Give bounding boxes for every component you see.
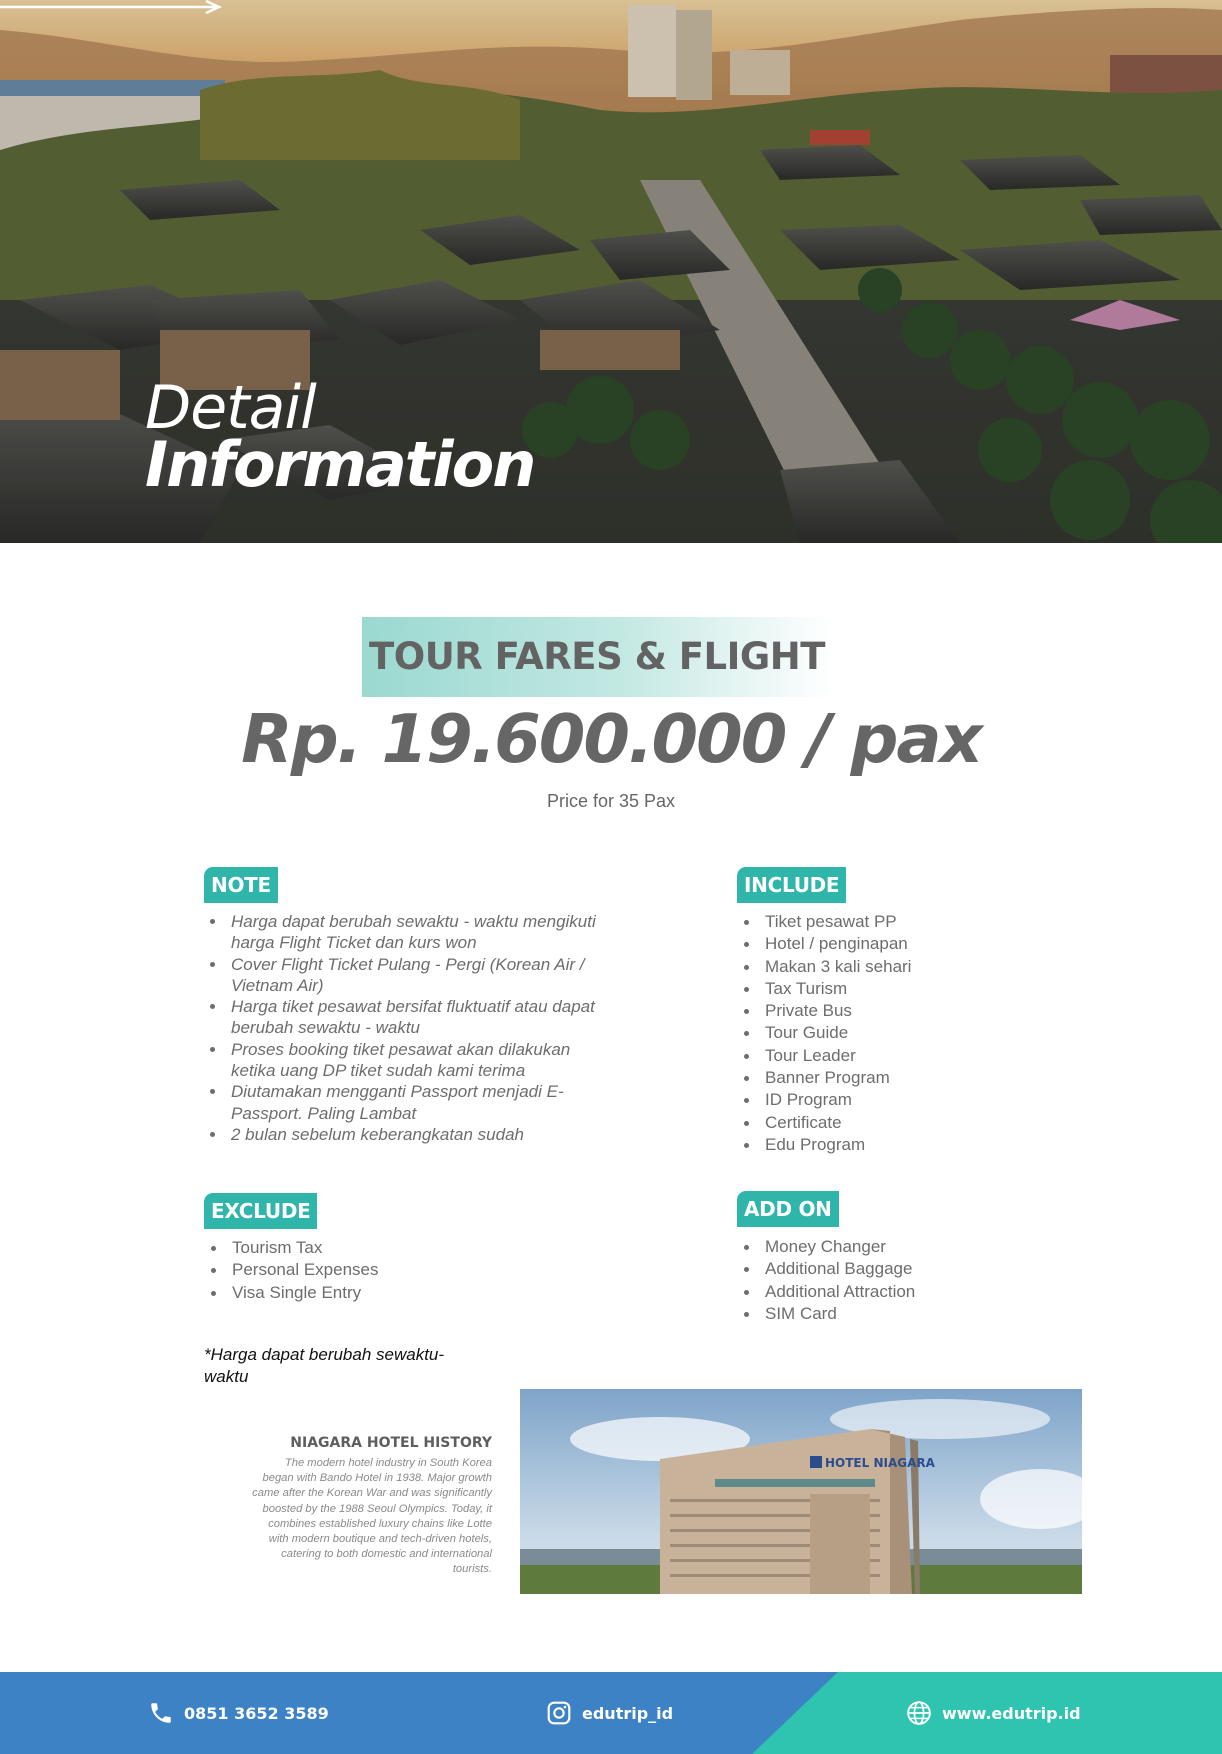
price: Rp. 19.600.000 / pax bbox=[241, 700, 981, 778]
note-list bbox=[204, 911, 604, 1145]
hero-title bbox=[145, 373, 535, 501]
hotel-history-text: The modern hotel industry in South Korea began with Bando Hotel in 1938. Major growth came after the Korean War and was significantly boosted by the 1988 Seoul Olympics. Today, it combines established luxury chains like Lotte with modern boutique and tech-driven hotels, catering to both domestic and international tourists. bbox=[252, 1457, 492, 1576]
list-item: Tiket pesawat PP bbox=[738, 911, 1038, 933]
price-disclaimer: *Harga dapat berubah sewaktu-waktu bbox=[204, 1345, 445, 1386]
globe-icon bbox=[906, 1700, 932, 1726]
list-item: Tour Guide bbox=[738, 1022, 1038, 1044]
include-tag: INCLUDE bbox=[737, 867, 846, 903]
list-item: Tourism Tax bbox=[205, 1237, 505, 1259]
hero-banner bbox=[0, 0, 1222, 543]
list-item: Tour Leader bbox=[738, 1045, 1038, 1067]
list-item: Proses booking tiket pesawat akan dilakukan ketika uang DP tiket sudah kami terima bbox=[204, 1039, 604, 1082]
list-item: Additional Baggage bbox=[738, 1258, 1038, 1280]
list-item: Hotel / penginapan bbox=[738, 933, 1038, 955]
list-item: Diutamakan mengganti Passport menjadi E-Passport. Paling Lambat bbox=[204, 1081, 604, 1124]
footer-instagram-text: edutrip_id bbox=[582, 1703, 674, 1723]
list-item: Banner Program bbox=[738, 1067, 1038, 1089]
list-item: Cover Flight Ticket Pulang - Pergi (Korean Air / Vietnam Air) bbox=[204, 954, 604, 997]
list-item: Edu Program bbox=[738, 1134, 1038, 1156]
list-item: Certificate bbox=[738, 1112, 1038, 1134]
list-item: Makan 3 kali sehari bbox=[738, 956, 1038, 978]
list-item: 2 bulan sebelum keberangkatan sudah bbox=[204, 1124, 604, 1145]
tour-fares-heading: TOUR FARES & FLIGHT bbox=[369, 635, 825, 678]
exclude-list bbox=[205, 1237, 505, 1304]
phone-icon bbox=[148, 1700, 174, 1726]
list-item: ID Program bbox=[738, 1089, 1038, 1111]
list-item: Tax Turism bbox=[738, 978, 1038, 1000]
hero-title-line2: Information bbox=[145, 428, 535, 501]
hotel-niagara-photo bbox=[520, 1389, 1082, 1594]
arrow-right-icon bbox=[0, 0, 222, 14]
list-item: Harga dapat berubah sewaktu - waktu mengikuti harga Flight Ticket dan kurs won bbox=[204, 911, 604, 954]
list-item: Personal Expenses bbox=[205, 1259, 505, 1281]
hotel-sign-text: HOTEL NIAGARA bbox=[825, 1456, 935, 1470]
footer bbox=[0, 1672, 1222, 1754]
footer-phone-text: 0851 3652 3589 bbox=[184, 1703, 329, 1723]
list-item: Additional Attraction bbox=[738, 1281, 1038, 1303]
tour-fares-banner bbox=[362, 617, 832, 697]
list-item: Harga tiket pesawat bersifat fluktuatif atau dapat berubah sewaktu - waktu bbox=[204, 996, 604, 1039]
footer-website[interactable] bbox=[906, 1672, 1081, 1754]
list-item: SIM Card bbox=[738, 1303, 1038, 1325]
footer-instagram[interactable] bbox=[546, 1672, 673, 1754]
addon-tag: ADD ON bbox=[737, 1191, 839, 1227]
footer-website-text: www.edutrip.id bbox=[942, 1703, 1081, 1723]
list-item: Visa Single Entry bbox=[205, 1282, 505, 1304]
footer-phone[interactable] bbox=[148, 1672, 329, 1754]
list-item: Private Bus bbox=[738, 1000, 1038, 1022]
hotel-history-title: NIAGARA HOTEL HISTORY bbox=[290, 1435, 492, 1451]
instagram-icon bbox=[546, 1700, 572, 1726]
note-tag: NOTE bbox=[204, 867, 278, 903]
price-subtitle: Price for 35 Pax bbox=[546, 791, 676, 811]
addon-list bbox=[738, 1236, 1038, 1325]
include-list bbox=[738, 911, 1038, 1156]
hero-title-line1: Detail bbox=[145, 373, 316, 443]
list-item: Money Changer bbox=[738, 1236, 1038, 1258]
exclude-tag: EXCLUDE bbox=[204, 1193, 317, 1229]
